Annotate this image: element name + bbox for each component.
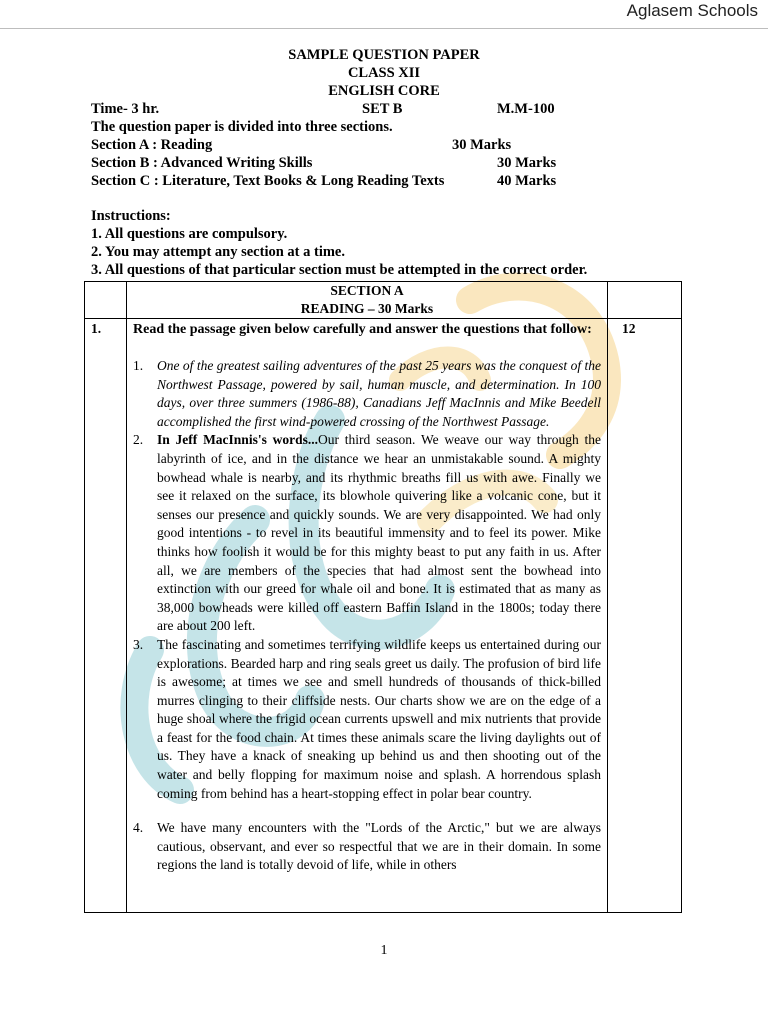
section-heading-cell: [127, 282, 608, 319]
paper-header: [0, 46, 768, 100]
passage-paragraph: [127, 357, 607, 431]
paragraph-text: The fascinating and sometimes terrifying wildlife keeps us entertained during our explorations. Bearded harp and ring seals greet us daily. The profusion of bird life is awesome; at times we see and smell hundreds of thousands of thick-billed murres clinging to their cliffside nests. Our charts show we are on the edge of a huge shoal where the frigid ocean currents upswell and mix nutrients that provide a feast for the food chain. At times these animals scare the living daylights out of us. They have a knack of sneaking up behind us and then shooting out of the water and belly flopping for maximum noise and splash. A horrendous splash coming from behind has a heart-stopping effect in polar bear country.: [157, 636, 601, 801]
instruction-item: 3. All questions of that particular section must be attempted in the correct order.: [91, 262, 588, 278]
section-a-marks: 30 Marks: [452, 137, 512, 153]
question-marks: 12: [608, 319, 682, 913]
paragraph-number: 1.: [133, 358, 144, 373]
max-marks-label: M.M-100: [497, 101, 555, 117]
section-c-label: Section C : Literature, Text Books & Long Reading Texts: [91, 173, 445, 189]
instruction-item: 2. You may attempt any section at a time.: [91, 244, 345, 260]
instruction-item: 1. All questions are compulsory.: [91, 226, 288, 242]
section-a-label: Section A : Reading: [91, 137, 213, 153]
paper-class: CLASS XII: [347, 65, 421, 81]
instructions-heading: Instructions:: [91, 208, 171, 224]
sections-intro: The question paper is divided into three sections.: [91, 119, 393, 135]
question-row: [85, 319, 682, 913]
paragraph-lead: In Jeff MacInnis's words...: [157, 432, 318, 448]
paragraph-number: 4.: [133, 820, 144, 836]
paragraph-text: We have many encounters with the "Lords of the Arctic," but we are always cautious, observant, and ever so respectful that we are in their domain. In some regions the land is totally devoid of life, while in others: [157, 820, 601, 873]
brand-label: Aglasem Schools: [626, 1, 758, 20]
question-prompt: Read the passage given below carefully and answer the questions that follow:: [133, 322, 592, 337]
section-title: SECTION A: [330, 283, 404, 298]
empty-cell: [608, 282, 682, 319]
section-c-marks: 40 Marks: [497, 173, 557, 189]
section-subtitle: READING – 30 Marks: [300, 301, 434, 316]
question-body: [127, 319, 608, 913]
empty-cell: [85, 282, 127, 319]
paragraph-number: 3.: [133, 636, 144, 652]
section-b-marks: 30 Marks: [497, 155, 557, 171]
passage: [127, 357, 607, 875]
passage-paragraph: [127, 819, 607, 875]
paragraph-text: One of the greatest sailing adventures of the past 25 years was the conquest of the Northwest Passage, powered by sail, human muscle, and determination. In 100 days, over three summers (1986-88), Canadians Jeff MacInnis and Mike Beedell accomplished the first wind-powered crossing of the Northwest Passage.: [157, 358, 601, 429]
section-b-label: Section B : Advanced Writing Skills: [91, 155, 313, 171]
time-label: Time- 3 hr.: [91, 101, 160, 117]
passage-paragraph: [127, 636, 607, 803]
question-table: [84, 281, 682, 913]
section-header-row: [85, 282, 682, 319]
paragraph-number: 2.: [133, 432, 144, 448]
question-number: 1.: [85, 319, 127, 913]
header-divider: [0, 28, 768, 29]
set-label: SET B: [362, 101, 403, 117]
page-number: 1: [380, 943, 388, 958]
paragraph-text: Our third season. We weave our way through the labyrinth of ice, and in the distance we hear an unmistakable sound. A mighty bowhead whale is nearby, and its rhythmic breaths fill us with awe. Finally we see it relaxed on the surface, its blowhole quivering like a volcanic cone, but it senses our presence and quickly sounds. We are very disappointed. We had only good intentions - to revel in its beautiful immensity and to feel its power. Mike thinks how foolish it would be for this mighty beast to put any faith in us. After all, we are members of the species that had almost sent the bowhead into extinction with our greed for whale oil and bone. It is estimated that as many as 38,000 bowheads were killed off eastern Baffin Island in the 1800s; today there are about 200 left.: [157, 432, 602, 634]
paper-title: SAMPLE QUESTION PAPER: [288, 47, 480, 63]
paper-subject: ENGLISH CORE: [328, 83, 440, 99]
passage-paragraph: [127, 431, 607, 636]
